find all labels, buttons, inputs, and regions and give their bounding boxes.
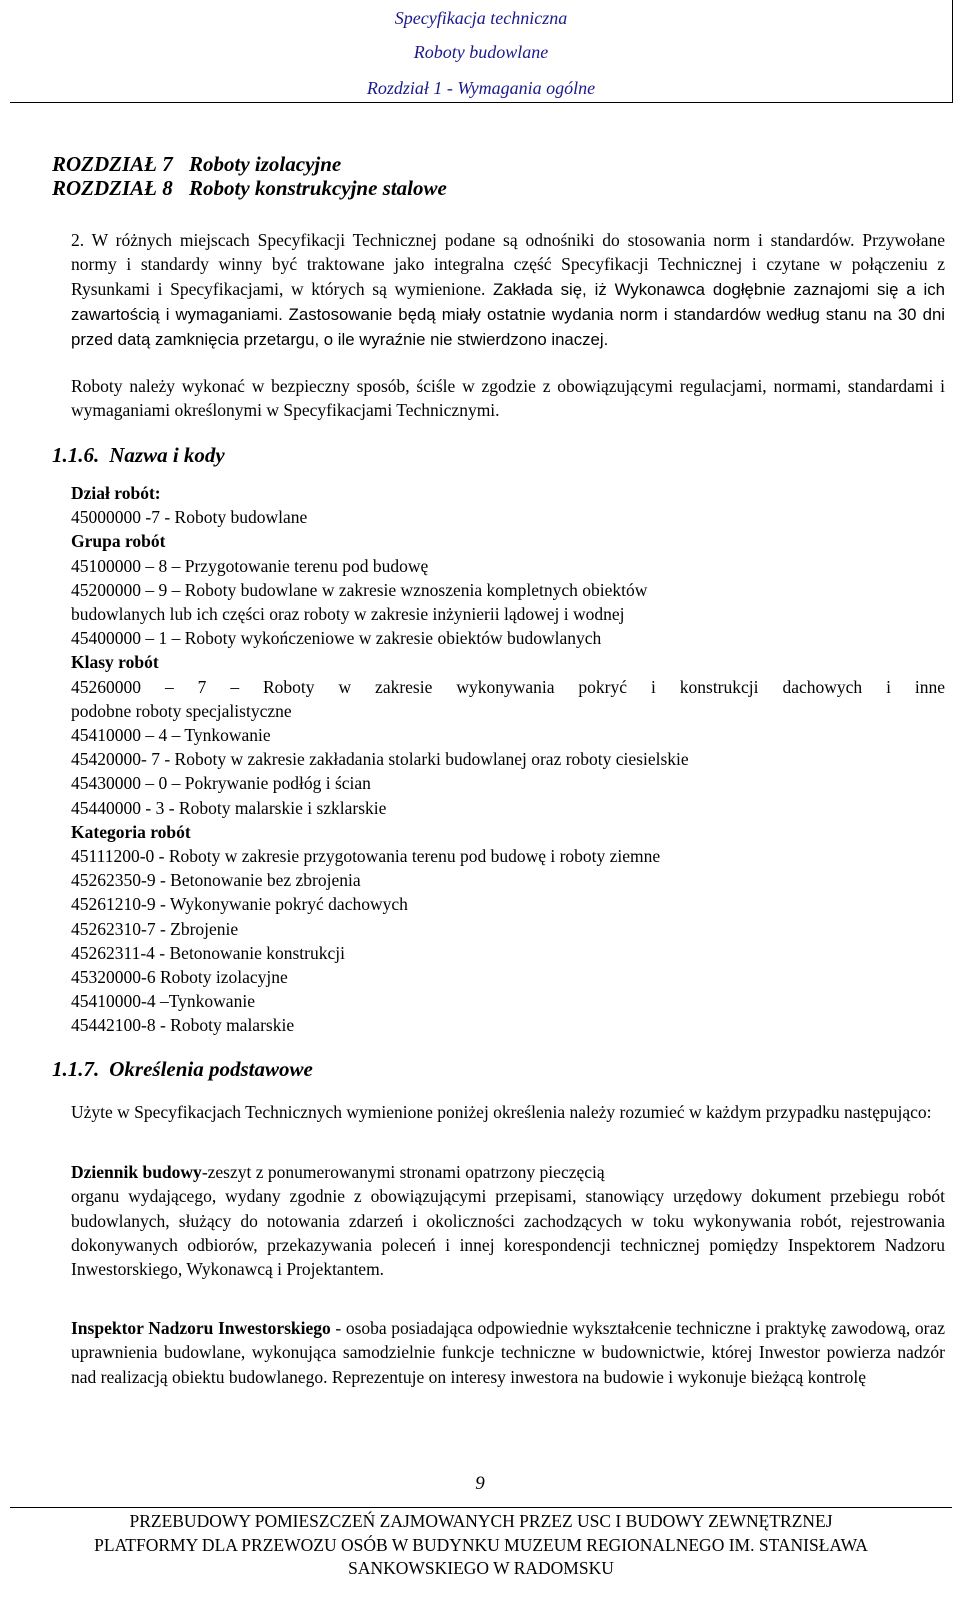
standards-paragraph (71, 228, 945, 352)
standards-text-2: Zakłada się, iż Wykonawca dogłębnie zaznajomi się a ich zawartością i wymaganiami. (71, 279, 945, 324)
code-list-item: 45261210-9 - Wykonywanie pokryć dachowych (71, 894, 408, 915)
chapter-entry (52, 152, 341, 177)
section-heading-names (52, 443, 225, 468)
page-number: 9 (475, 1473, 485, 1494)
code-list-item: 45410000-4 –Tynkowanie (71, 991, 255, 1012)
code-list-item: 45100000 – 8 – Przygotowanie terenu pod budowę (71, 555, 429, 576)
footer-line: PRZEBUDOWY POMIESZCZEŃ ZAJMOWANYCH PRZEZ USC I BUDOWY ZEWNĘTRZNEJ (129, 1511, 833, 1531)
code-group-heading: Grupa robót (71, 531, 166, 552)
header-chapter: Rozdział 1 - Wymagania ogólne (366, 78, 596, 98)
definition-term: Inspektor Nadzoru Inwestorskiego (71, 1318, 331, 1338)
code-list-item: 45262350-9 - Betonowanie bez zbrojenia (71, 870, 361, 891)
code-list-item: 45262310-7 - Zbrojenie (71, 918, 239, 939)
code-group-heading: Klasy robót (71, 652, 159, 673)
standards-text-3: Zastosowanie będą miały ostatnie wydania norm i standardów według stanu na 30 dni przed datą zamknięcia przetargu, o ile wyraźnie nie stwierdzono inaczej. (71, 304, 946, 350)
page-header (10, 0, 953, 103)
code-list-item: 45442100-8 - Roboty malarskie (71, 1015, 295, 1036)
code-list-item: 45410000 – 4 – Tynkowanie (71, 725, 271, 745)
definition-term: Dziennik budowy (71, 1162, 202, 1182)
chapter-number: ROZDZIAŁ 7 (52, 152, 173, 176)
chapter-number: ROZDZIAŁ 8 (52, 176, 173, 200)
section-title: Określenia podstawowe (109, 1057, 313, 1081)
code-list-item: 45430000 – 0 – Pokrywanie podłóg i ścian (71, 773, 371, 794)
code-list-item: 45200000 – 9 – Roboty budowlane w zakresie wznoszenia kompletnych obiektów (71, 579, 648, 600)
chapter-title: Roboty konstrukcyjne stalowe (189, 176, 447, 200)
section-number: 1.1.7. (52, 1057, 100, 1081)
code-list-item: 45000000 -7 - Roboty budowlane (71, 507, 308, 528)
code-list-item: 45320000-6 Roboty izolacyjne (71, 967, 288, 987)
definition-head (71, 1160, 945, 1184)
section-heading-definitions (52, 1057, 313, 1082)
safety-paragraph: Roboty należy wykonać w bezpieczny sposób, ściśle w zgodzie z obowiązującymi regulacjami, normami, standardami i wymaganiami określonymi w Specyfikacjami Technicznymi. (71, 376, 945, 421)
chapter-entry (52, 176, 447, 201)
code-list-item: 45262311-4 - Betonowanie konstrukcji (71, 942, 345, 963)
definition-site-diary (71, 1160, 945, 1281)
definition-body: - osoba posiadająca odpowiednie wykształcenie techniczne i praktykę zawodową, oraz uprawnienia budowlane, wykonująca samodzielnie funkcje techniczne w budownictwie, której Inwestor powierza nadzór nad realizacją obiektu budowlanego. Reprezentuje on interesy inwestora na budowie i wykonuje bieżącą kontrolę (71, 1318, 945, 1387)
standards-text: 2. W różnych miejscach Specyfikacji Technicznej podane są odnośniki do stosowania norm i standardów. Przywołane normy i standardy winny być traktowane jako integralna część Specyfikacji Technicznej i czytane w połączeniu z Rysunkami i Specyfikacjami, w których są wymienione. (71, 230, 945, 299)
code-list-item: budowlanych lub ich części oraz roboty w zakresie inżynierii lądowej i wodnej (71, 604, 625, 624)
definitions-intro: Użyte w Specyfikacjach Technicznych wymienione poniżej określenia należy rozumieć w każdym przypadku następująco: (71, 1102, 932, 1122)
code-list-item: 45111200-0 - Roboty w zakresie przygotowania terenu pod budowę i roboty ziemne (71, 846, 661, 866)
definition-body: organu wydającego, wydany zgodnie z obowiązującymi przepisami, stanowiący urzędowy dokument przebiegu robót budowlanych, służący do notowania zdarzeń i okoliczności zachodzących w toku wykonywania robót, rejestrowania dokonywanych odbiorów, przekazywania poleceń i innej korespondencji technicznej pomiędzy Inspektorem Nadzoru Inwestorskiego, Wykonawcą i Projektantem. (71, 1186, 945, 1280)
footer-line: SANKOWSKIEGO W RADOMSKU (348, 1558, 614, 1578)
header-title: Specyfikacja techniczna (394, 8, 568, 28)
section-number: 1.1.6. (52, 443, 100, 467)
code-list-item: podobne roboty specjalistyczne (71, 700, 292, 721)
code-list-item: 45440000 - 3 - Roboty malarskie i szklarskie (71, 797, 387, 818)
section-title: Nazwa i kody (109, 443, 225, 467)
definition-inspector (71, 1316, 945, 1389)
header-subtitle: Roboty budowlane (413, 42, 549, 62)
code-group-heading: Kategoria robót (71, 821, 191, 842)
footer-line: PLATFORMY DLA PRZEWOZU OSÓB W BUDYNKU MUZEUM REGIONALNEGO IM. STANISŁAWA (94, 1534, 868, 1555)
chapter-title: Roboty izolacyjne (189, 152, 342, 176)
code-list-item: 45420000- 7 - Roboty w zakresie zakładania stolarki budowlanej oraz roboty ciesielskie (71, 749, 689, 770)
page-footer (10, 1507, 952, 1598)
definition-head-text: -zeszyt z ponumerowanymi stronami opatrzony pieczęcią (201, 1162, 605, 1182)
code-list-item: 45260000 – 7 – Roboty w zakresie wykonywania pokryć i konstrukcji dachowych i inne (71, 676, 945, 697)
code-group-heading: Dział robót: (71, 483, 161, 503)
code-list-item: 45400000 – 1 – Roboty wykończeniowe w zakresie obiektów budowlanych (71, 628, 602, 649)
